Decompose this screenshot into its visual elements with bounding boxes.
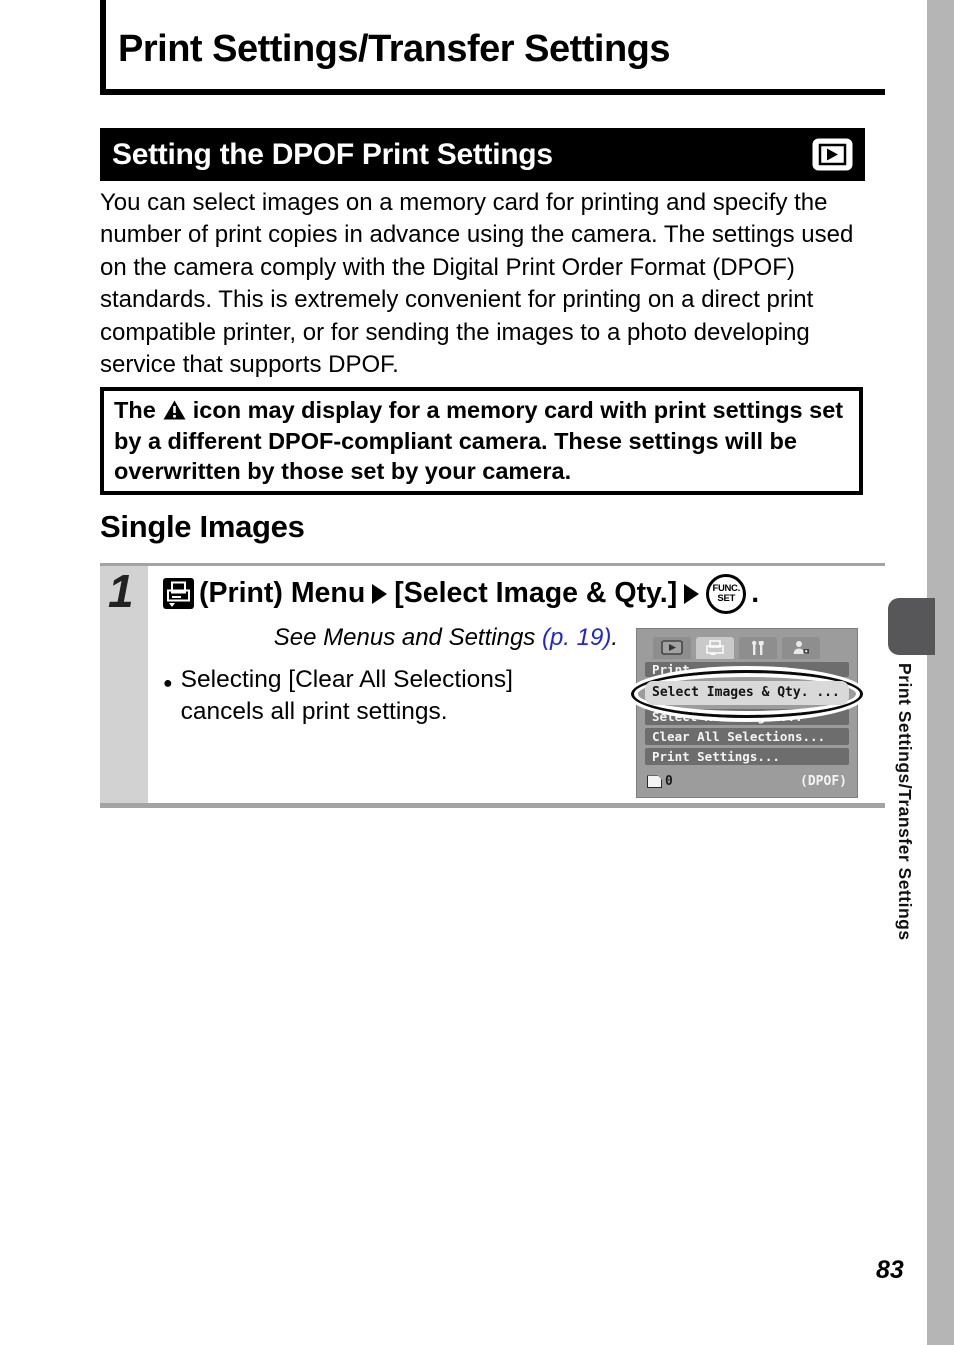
tab-setup: [739, 637, 777, 659]
setup-tab-icon: [749, 640, 767, 656]
note-text-before: The: [114, 397, 156, 424]
page-19-link[interactable]: (p. 19): [541, 623, 612, 651]
paper-icon: [647, 775, 662, 788]
subsection-heading: Single Images: [100, 508, 305, 544]
arrow-icon: [684, 584, 699, 604]
print-count: [647, 774, 673, 789]
step-number: 1: [108, 564, 134, 617]
dpof-label: (DPOF): [800, 774, 847, 790]
step-number-column: [100, 566, 148, 803]
camera-tab-bar: [653, 637, 820, 659]
print-icon: [163, 578, 194, 609]
camera-status-bar: [647, 772, 847, 792]
bullet-icon: ●: [163, 674, 173, 692]
section-banner: [100, 128, 865, 181]
func-set-button-icon: [706, 574, 746, 614]
title-block: [100, 0, 885, 95]
page-content: [100, 0, 885, 808]
arrow-icon: [372, 584, 387, 604]
note-text-after: icon may display for a memory card with print settings set by a different DPOF-compliant camera. These settings will be overwritten by those set by your camera.: [114, 397, 844, 485]
playback-tab-icon: [661, 640, 683, 655]
see-also-line: [163, 624, 618, 652]
page-edge-bar: [927, 0, 954, 1345]
func-set-top-label: FUNC.: [712, 583, 740, 595]
my-camera-tab-icon: [792, 640, 810, 655]
warning-icon: [163, 400, 186, 420]
see-also-suffix: .: [611, 623, 618, 651]
section-heading: Setting the DPOF Print Settings: [112, 137, 553, 171]
page-number: 83: [876, 1256, 904, 1284]
see-also-prefix: See Menus and Settings: [273, 623, 542, 651]
chapter-tab: [888, 598, 935, 655]
camera-screen: [636, 628, 858, 798]
note-box: [100, 387, 863, 495]
tab-print: [696, 637, 734, 659]
instruction-period: .: [751, 577, 760, 610]
func-set-bottom-label: SET: [717, 592, 735, 604]
page-title: Print Settings/Transfer Settings: [118, 28, 670, 70]
step-content: [148, 566, 885, 803]
step-block: [100, 563, 885, 808]
bullet-item: [163, 664, 593, 728]
tab-my-camera: [782, 637, 820, 659]
camera-menu-item-selected: Select Images & Qty. ...: [645, 681, 849, 705]
chapter-sidebar-label: Print Settings/Transfer Settings: [895, 663, 915, 941]
step-instruction: [163, 572, 885, 616]
camera-menu-item: Clear All Selections...: [645, 728, 849, 745]
print-count-value: 0: [665, 774, 673, 790]
bullet-text: Selecting [Clear All Selections] cancels all print settings.: [180, 665, 513, 725]
print-menu-label: (Print) Menu: [199, 577, 366, 610]
intro-paragraph: You can select images on a memory card for printing and specify the number of print copies in advance using the camera. The settings used on the camera comply with the Digital Print Order Format (DPOF) standards. This is extremely convenient for printing on a direct print compatible printer, or for sending the images to a photo developing service that supports DPOF.: [100, 189, 854, 379]
select-image-qty-label: [Select Image & Qty.]: [394, 577, 678, 610]
tab-playback: [653, 637, 691, 659]
playback-mode-icon: [812, 138, 853, 171]
camera-menu-title: Print: [645, 662, 849, 677]
camera-menu-item: Select All Images...: [645, 709, 849, 725]
print-tab-icon: [705, 640, 725, 656]
camera-menu-item: Print Settings...: [645, 748, 849, 765]
